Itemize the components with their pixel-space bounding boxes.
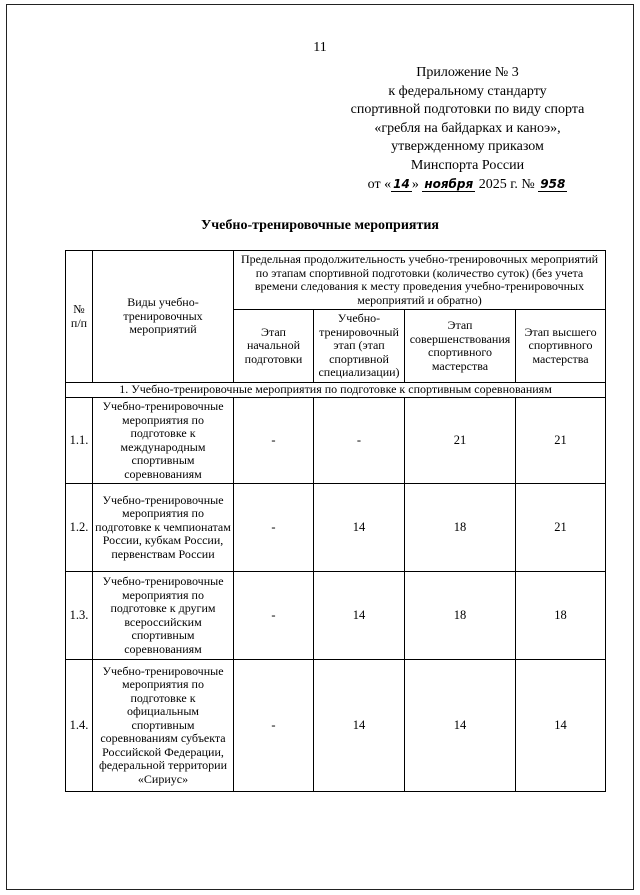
row-name: Учебно-тренировочные мероприятия по подготовке к другим всероссийским спортивным соревнованиям [93,572,234,660]
table-row [66,398,606,484]
appendix-line: утвержденному приказом [391,139,544,154]
row-value-initial: - [234,398,314,484]
row-value-initial: - [234,660,314,792]
row-value-training: 14 [314,660,405,792]
appendix-line: к федеральному стандарту [388,83,547,99]
year-text: 2025 г. № [478,177,535,192]
appendix-line: «гребля на байдарках и каноэ», [374,120,561,136]
row-value-training: - [314,398,405,484]
section-title: 1. Учебно-тренировочные мероприятия по подготовке к спортивным соревнованиям [66,383,606,398]
row-num: 1.3. [66,572,93,660]
table-row [66,660,606,792]
row-value-improvement: 18 [405,572,516,660]
header-type: Виды учебно-тренировочных мероприятий [93,251,234,383]
header-num: № п/п [66,251,93,383]
row-value-higher: 18 [516,572,606,660]
header-stage-initial: Этап начальной подготовки [234,310,314,383]
handwritten-day: 14 [393,177,410,191]
order-date-line [330,175,605,195]
document-title: Учебно-тренировочные мероприятия [201,218,439,233]
appendix-line: спортивной подготовки по виду спорта [350,102,585,117]
row-value-higher: 14 [516,660,606,792]
appendix-line: Приложение № 3 [416,65,519,80]
row-value-improvement: 14 [405,660,516,792]
header-stage-improvement: Этап совершенствования спортивного мастерства [405,310,516,383]
page-number: 11 [313,40,327,55]
appendix-header [330,64,605,195]
row-name: Учебно-тренировочные мероприятия по подготовке к международным спортивным соревнованиям [93,398,234,484]
section-row [66,383,606,398]
quote-close: » [411,177,419,192]
row-value-higher: 21 [516,398,606,484]
table-row [66,484,606,572]
row-value-initial: - [234,484,314,572]
table-row [66,572,606,660]
row-value-training: 14 [314,484,405,572]
appendix-line: Минспорта России [410,157,525,173]
row-value-improvement: 18 [405,484,516,572]
events-table [65,250,606,792]
header-stage-higher: Этап высшего спортивного мастерства [516,310,606,383]
handwritten-month: ноября [424,177,474,191]
handwritten-order-number: 958 [540,177,566,191]
table-header-row [66,251,606,310]
row-num: 1.2. [66,484,93,572]
row-name: Учебно-тренировочные мероприятия по подготовке к чемпионатам России, кубкам России, первенствам России [93,484,234,572]
row-num: 1.1. [66,398,93,484]
row-value-initial: - [234,572,314,660]
header-stage-training: Учебно-тренировочный этап (этап спортивной специализации) [314,310,405,383]
header-duration: Предельная продолжительность учебно-тренировочных мероприятий по этапам спортивной подготовки (количество суток) (без учета времени следования к месту проведения учебно-тренировочных мероприятий и обратно) [234,251,606,310]
row-num: 1.4. [66,660,93,792]
row-name: Учебно-тренировочные мероприятия по подготовке к официальным спортивным соревнованиям субъекта Российской Федерации, федеральной территории «Сириус» [93,660,234,792]
row-value-improvement: 21 [405,398,516,484]
row-value-training: 14 [314,572,405,660]
row-value-higher: 21 [516,484,606,572]
date-prefix: от « [367,177,392,192]
